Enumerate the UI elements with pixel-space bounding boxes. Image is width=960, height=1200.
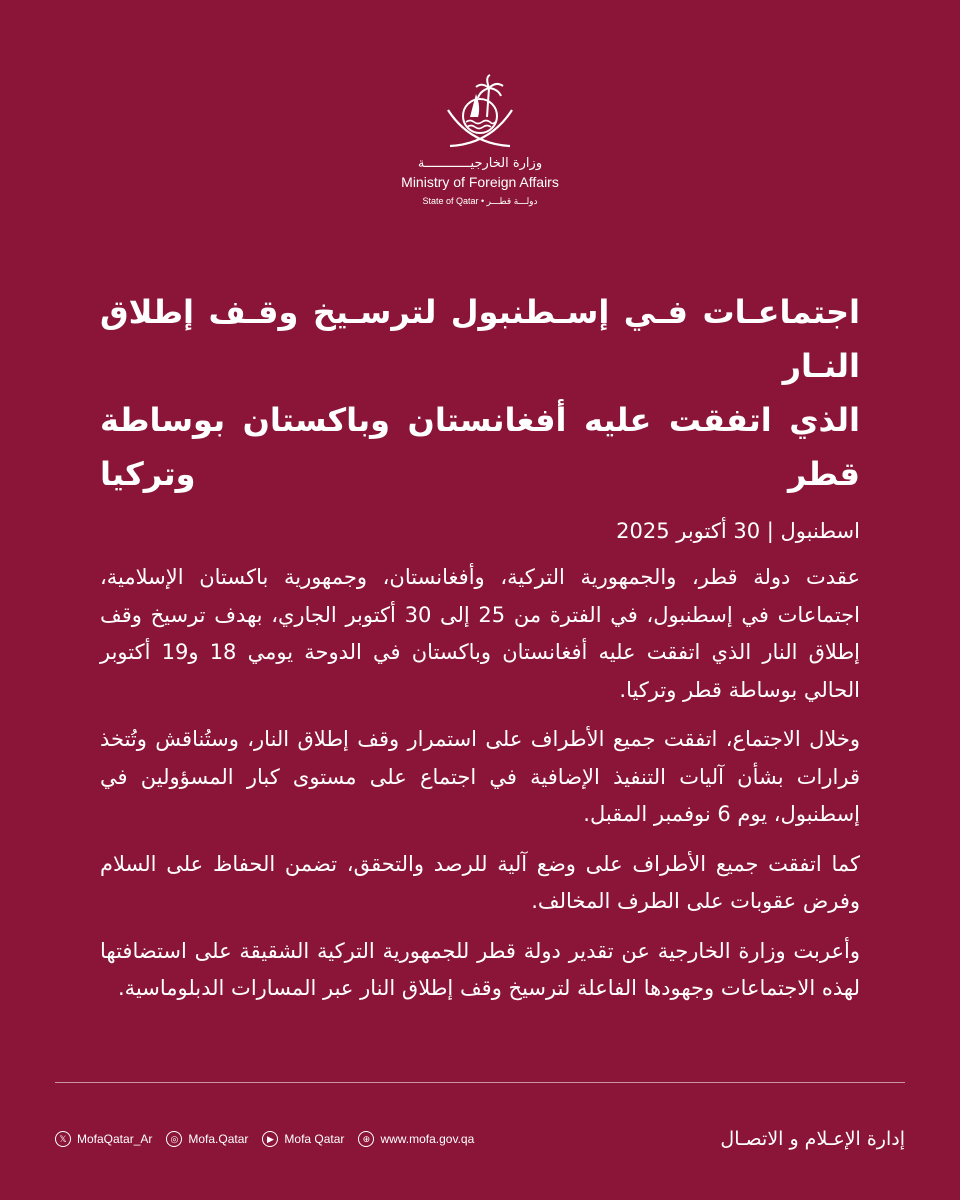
globe-icon: ⊕ (358, 1131, 374, 1147)
paragraph-3: كما اتفقت جميع الأطراف على وضع آلية للرصد والتحقق، تضمن الحفاظ على السلام وفرض عقوبات على الطرف المخالف. (100, 851, 860, 913)
footer (55, 1124, 905, 1154)
instagram-icon: ◎ (166, 1131, 182, 1147)
logo-arabic-name: وزارة الخارجيــــــــــــة (417, 156, 543, 171)
instagram-link[interactable] (166, 1131, 248, 1147)
footer-divider (55, 1082, 905, 1083)
instagram-handle: Mofa.Qatar (188, 1132, 249, 1146)
logo-state-label: State of Qatar • دولـــة قطـــر (422, 196, 538, 206)
logo-english-name: Ministry of Foreign Affairs (401, 174, 559, 190)
x-link[interactable] (55, 1131, 152, 1147)
ministry-logo (380, 72, 580, 222)
headline-line-2: الذي اتفقت عليه أفغانستان وباكستان بوساطة قطر وتركيا (100, 401, 860, 493)
youtube-handle: Mofa Qatar (284, 1132, 345, 1146)
paragraph-4: وأعربت وزارة الخارجية عن تقدير دولة قطر للجمهورية التركية الشقيقة على استضافتها لهذه الاجتماعات وجهودها الفاعلة لترسيخ وقف إطلاق النار عبر المسارات الدبلوماسية. (100, 938, 860, 1000)
qatar-emblem-icon (440, 72, 520, 152)
youtube-link[interactable] (262, 1131, 344, 1147)
website-url: www.mofa.gov.qa (380, 1132, 475, 1146)
press-release-body (100, 285, 860, 1008)
youtube-icon: ▶ (262, 1131, 278, 1147)
x-handle: MofaQatar_Ar (77, 1132, 153, 1146)
social-links (55, 1124, 488, 1154)
department-name: إدارة الإعـلام و الاتصـال (720, 1128, 905, 1150)
paragraph-1: عقدت دولة قطر، والجمهورية التركية، وأفغانستان، وجمهورية باكستان الإسلامية، اجتماعات في إسطنبول، في الفترة من 25 إلى 30 أكتوبر الجاري، بهدف ترسيخ وقف إطلاق النار الذي اتفقت عليه أفغانستان وباكستان في الدوحة يومي 18 و19 أكتوبر الحالي بوساطة قطر وتركيا. (100, 565, 860, 702)
headline-line-1: اجتماعـات فـي إسـطنبول لترسـيخ وقـف إطلاق النـار (100, 293, 860, 385)
x-icon: 𝕏 (55, 1131, 71, 1147)
dateline: اسطنبول | 30 أكتوبر 2025 (616, 519, 860, 543)
website-link[interactable] (358, 1131, 474, 1147)
paragraph-2: وخلال الاجتماع، اتفقت جميع الأطراف على استمرار وقف إطلاق النار، وستُناقش وتُتخذ قرارات بشأن آليات التنفيذ الإضافية في اجتماع على مستوى كبار المسؤولين في إسطنبول، يوم 6 نوفمبر المقبل. (100, 727, 860, 826)
